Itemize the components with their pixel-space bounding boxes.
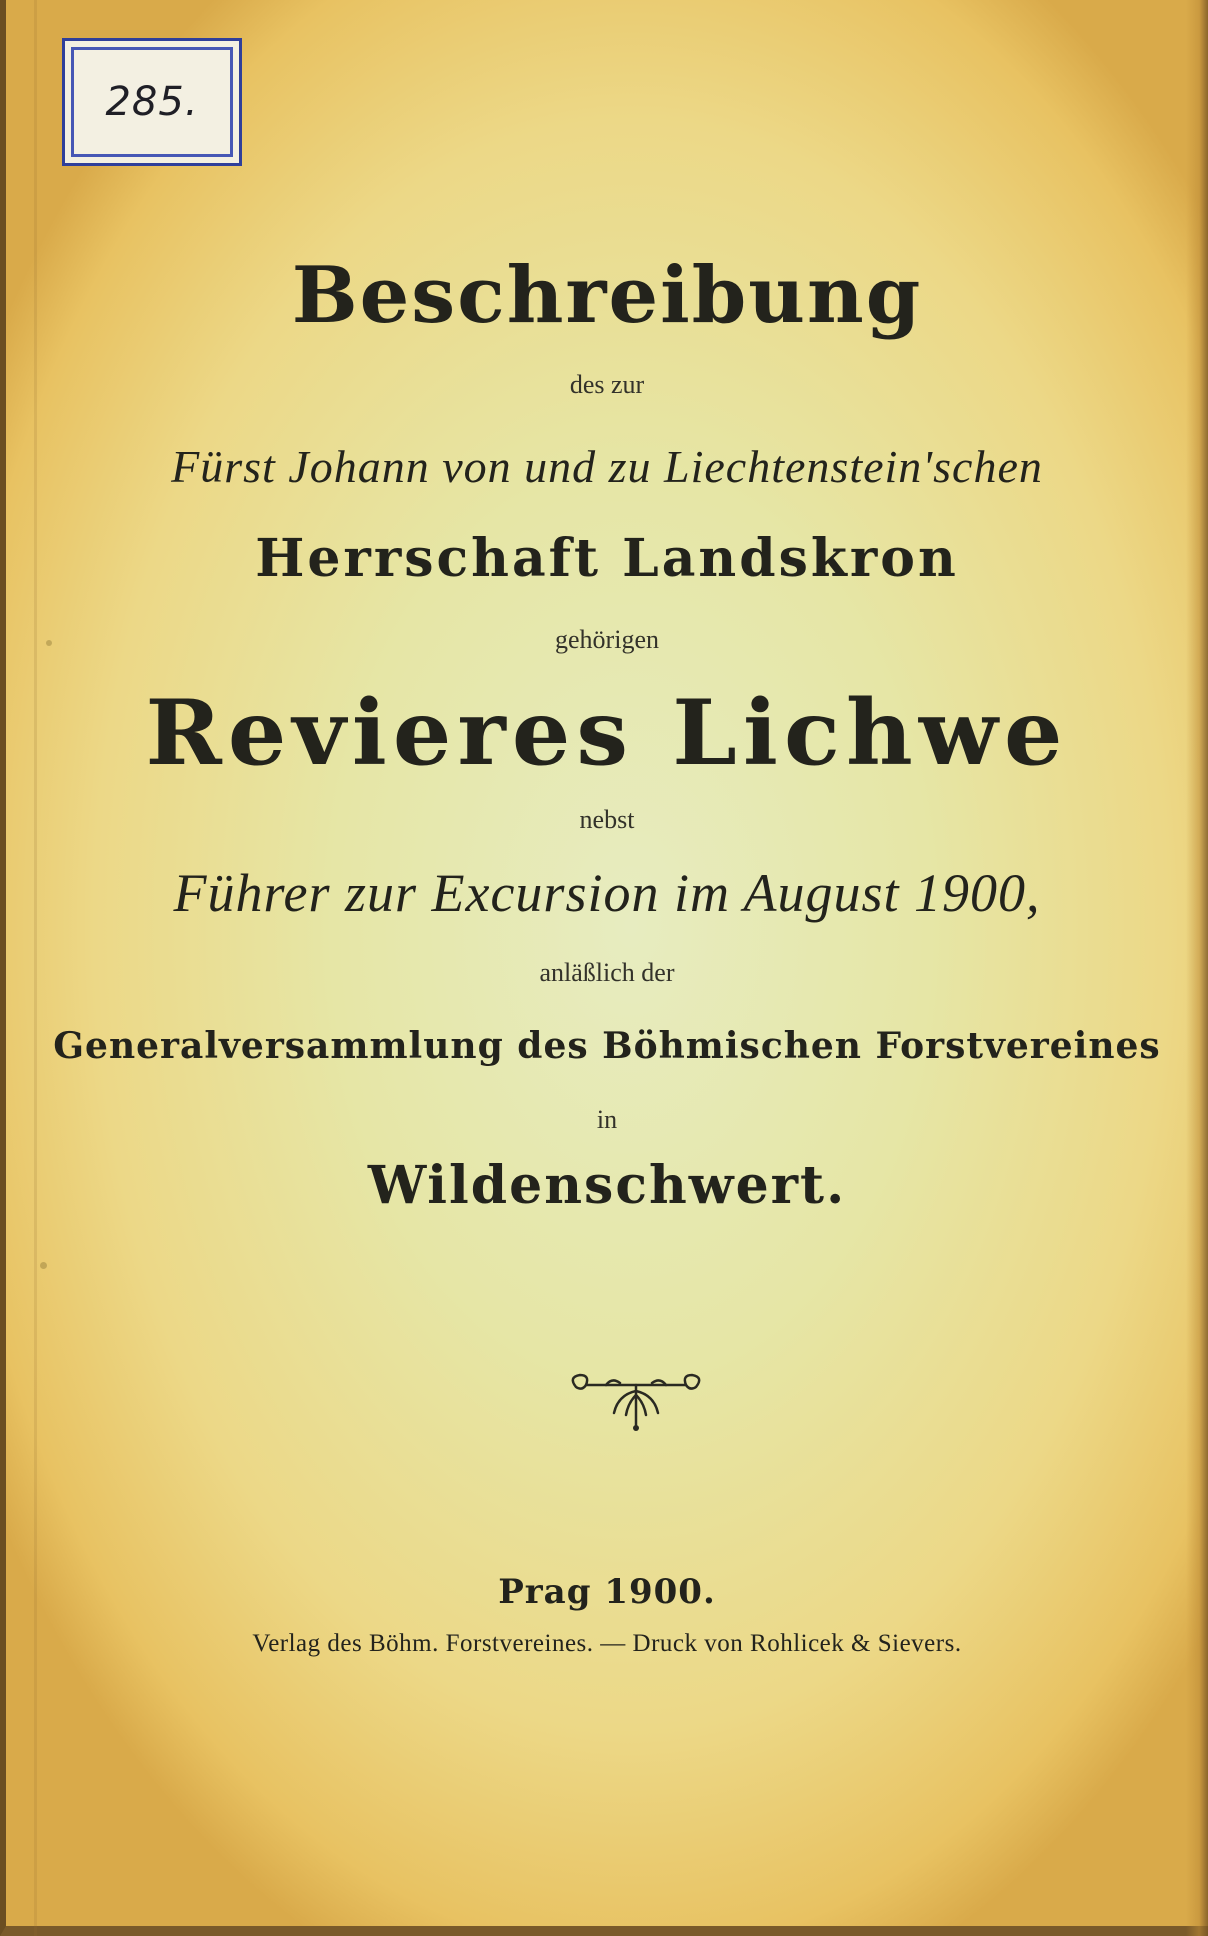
- title-herrschaft: Herrschaft Landskron: [255, 528, 959, 589]
- title-fuerst: Fürst Johann von und zu Liechtenstein'schen: [171, 441, 1043, 492]
- title-in: in: [596, 1105, 618, 1134]
- shelf-label-number: 285.: [105, 79, 199, 125]
- title-place: Wildenschwert.: [367, 1155, 847, 1216]
- ornament-icon: [566, 1365, 706, 1435]
- title-generalversammlung: Generalversammlung des Böhmischen Forstvereines: [53, 1025, 1161, 1067]
- title-heading: Beschreibung: [291, 250, 923, 341]
- title-fuehrer: Führer zur Excursion im August 1900,: [173, 863, 1041, 923]
- paper-spot: [46, 640, 52, 646]
- title-des-zur: des zur: [569, 370, 645, 399]
- shelf-label: [62, 38, 242, 166]
- title-nebst: nebst: [579, 805, 635, 834]
- paper-spot: [40, 1262, 47, 1269]
- imprint-place-year: Prag 1900.: [498, 1572, 716, 1612]
- title-revieres: Revieres Lichwe: [145, 680, 1069, 786]
- imprint-publisher: Verlag des Böhm. Forstvereines. — Druck von Rohlicek & Sievers.: [252, 1630, 962, 1657]
- title-gehoerigen: gehörigen: [555, 625, 659, 654]
- title-anlaesslich: anläßlich der: [539, 958, 675, 987]
